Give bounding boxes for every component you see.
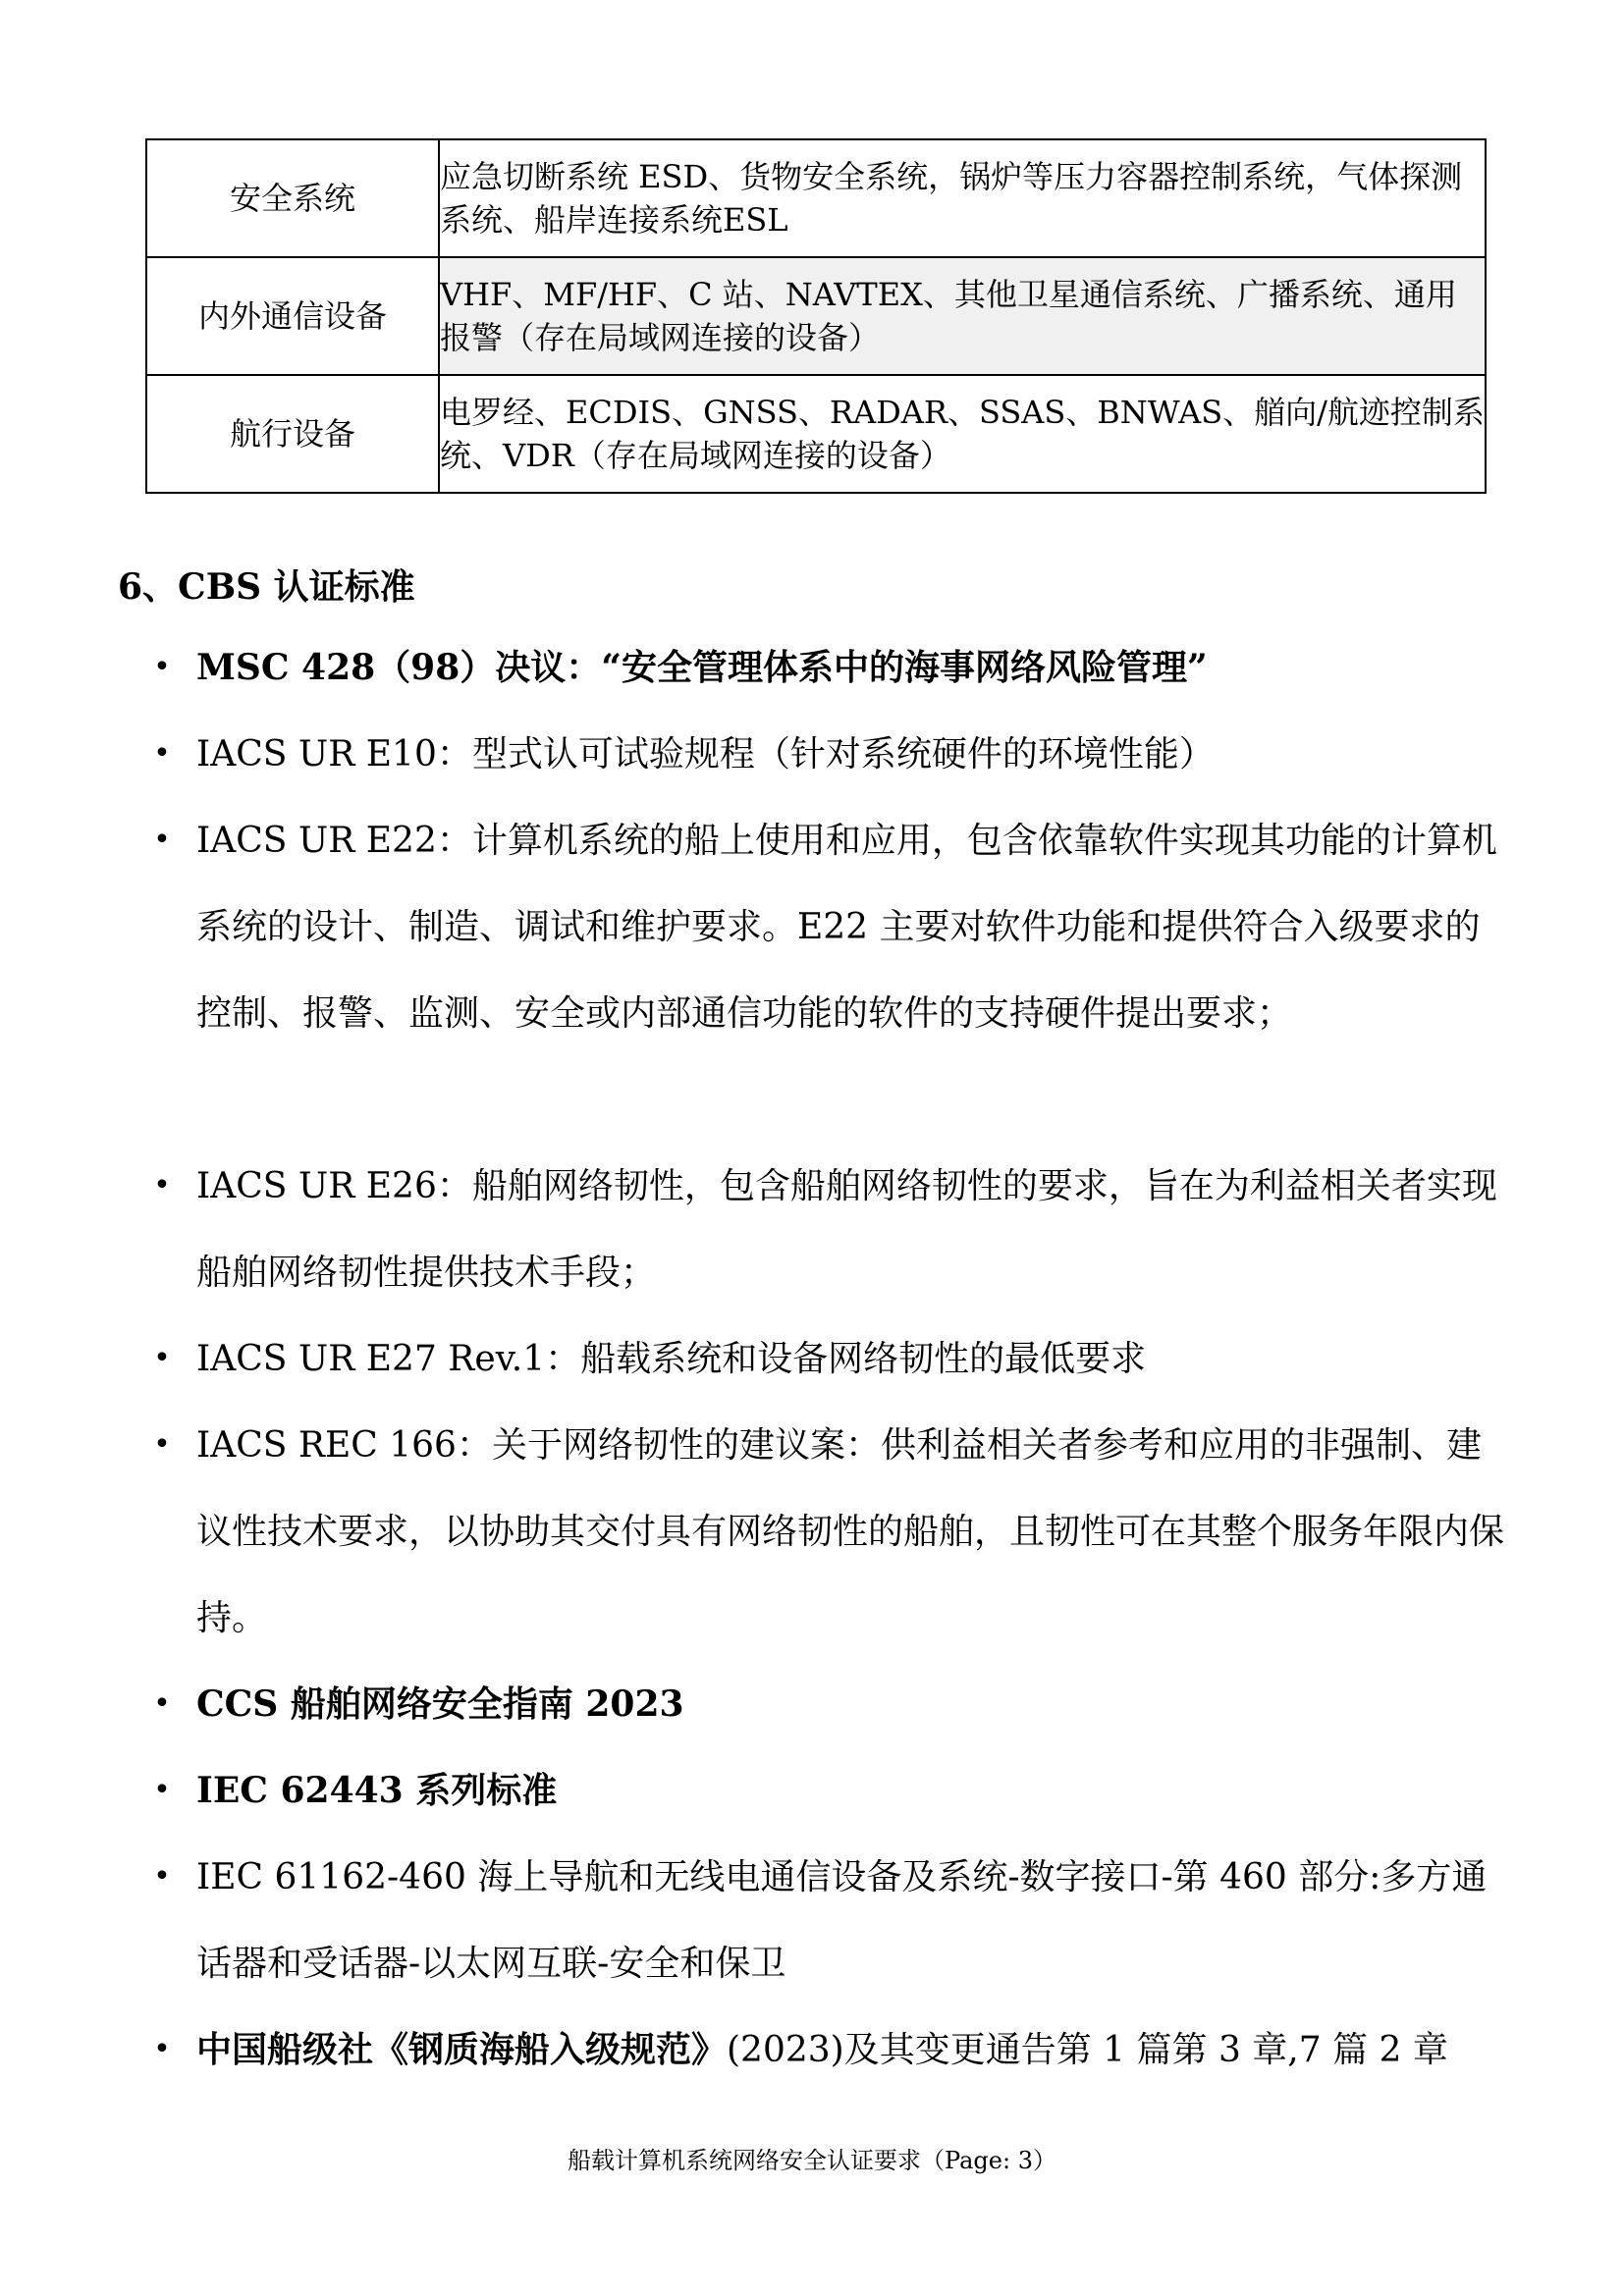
bullet-icon: • (153, 1773, 171, 1807)
description-cell: 应急切断系统 ESD、货物安全系统，锅炉等压力容器控制系统，气体探测系统、船岸连接系统ESL (439, 139, 1486, 257)
list-item (153, 1661, 1512, 1748)
item-lead: CCS 船舶网络安全指南 2023 (196, 1683, 684, 1725)
category-cell: 安全系统 (146, 139, 439, 257)
category-cell: 内外通信设备 (146, 257, 439, 375)
bullet-icon: • (153, 736, 171, 771)
item-text: IACS REC 166：关于网络韧性的建议案：供利益相关者参考和应用的非强制、建议性技术要求，以协助其交付具有网络韧性的船舶，且韧性可在其整个服务年限内保持。 (196, 1425, 1505, 1638)
page-footer: 船载计算机系统网络安全认证要求（Page: 3） (568, 2147, 1056, 2174)
list-item (153, 711, 1512, 798)
item-lead: IEC 62443 系列标准 (196, 1770, 558, 1811)
list-item (153, 1402, 1512, 1662)
equipment-table (145, 138, 1487, 494)
bullet-icon: • (153, 823, 171, 857)
table-row (146, 139, 1486, 257)
table-row (146, 375, 1486, 493)
list-item (153, 797, 1512, 1057)
item-text: (2023)及其变更通告第 1 篇第 3 章,7 篇 2 章 (727, 2030, 1448, 2070)
list-item (153, 624, 1512, 712)
bullet-icon: • (153, 1341, 171, 1375)
item-lead: 中国船级社《钢质海船入级规范》 (196, 2029, 728, 2070)
bullet-icon: • (153, 650, 171, 684)
bullet-icon: • (153, 1427, 171, 1462)
list-item (153, 1315, 1512, 1403)
description-cell: 电罗经、ECDIS、GNSS、RADAR、SSAS、BNWAS、艏向/航迹控制系统、VDR（存在局域网连接的设备） (439, 375, 1486, 493)
bullet-icon: • (153, 1859, 171, 1894)
item-text: IEC 61162-460 海上导航和无线电通信设备及系统-数字接口-第 460 部分:多方通话器和受话器-以太网互联-安全和保卫 (196, 1857, 1488, 1984)
item-text: IACS UR E27 Rev.1：船载系统和设备网络韧性的最低要求 (196, 1339, 1147, 1379)
bullet-icon: • (153, 1168, 171, 1202)
list-item (153, 1747, 1512, 1835)
item-text: IACS UR E26：船舶网络韧性，包含船舶网络韧性的要求，旨在为利益相关者实现船舶网络韧性提供技术手段； (196, 1166, 1497, 1293)
bullet-icon: • (153, 1686, 171, 1721)
item-lead: MSC 428（98）决议：“安全管理体系中的海事网络风险管理” (196, 647, 1208, 688)
list-item (153, 1143, 1512, 1316)
section-heading: 6、CBS 认证标准 (118, 566, 415, 608)
table-row (146, 257, 1486, 375)
item-text: IACS UR E10：型式认可试验规程（针对系统硬件的环境性能） (196, 734, 1215, 774)
list-item (153, 1834, 1512, 2007)
bullet-icon: • (153, 2032, 171, 2066)
description-cell: VHF、MF/HF、C 站、NAVTEX、其他卫星通信系统、广播系统、通用报警（存在局域网连接的设备） (439, 257, 1486, 375)
list-item (153, 2006, 1512, 2094)
item-text: IACS UR E22：计算机系统的船上使用和应用，包含依靠软件实现其功能的计算机系统的设计、制造、调试和维护要求。E22 主要对软件功能和提供符合入级要求的控制、报警、监测、安全或内部通信功能的软件的支持硬件提出要求； (196, 821, 1497, 1034)
category-cell: 航行设备 (146, 375, 439, 493)
